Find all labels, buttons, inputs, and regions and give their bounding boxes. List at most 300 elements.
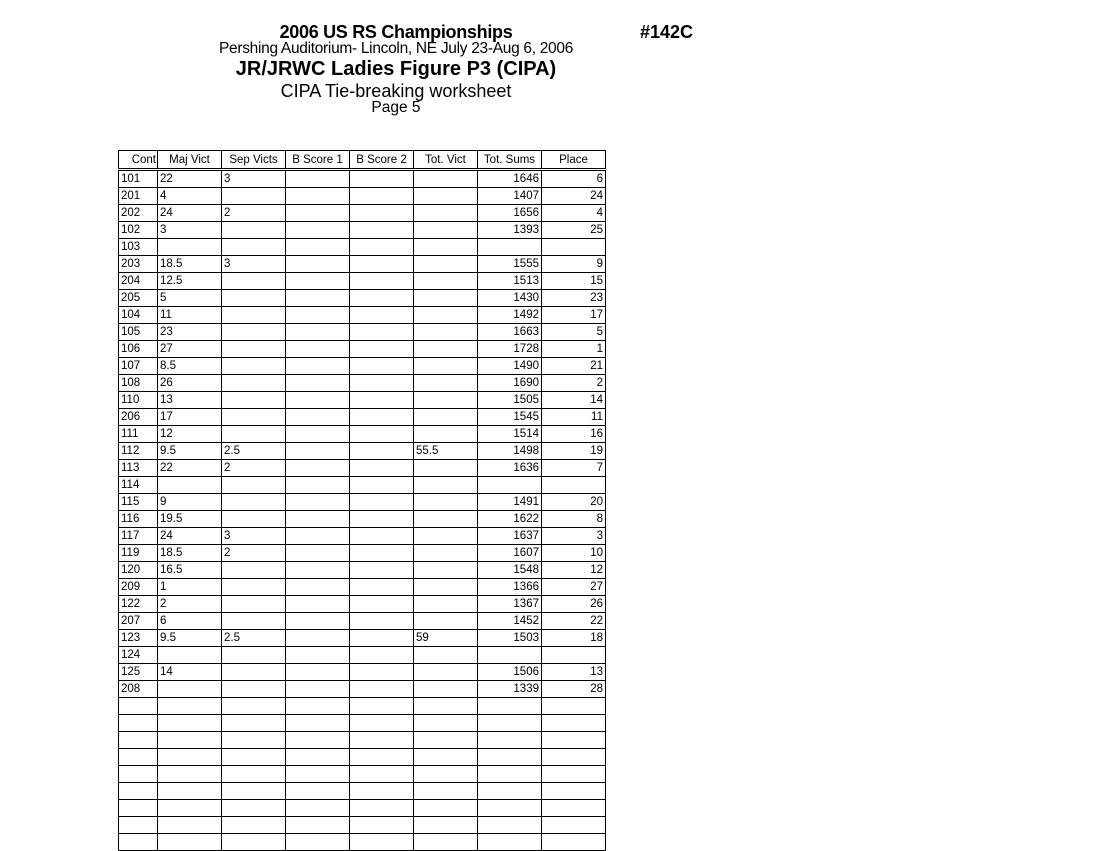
cell-tot-sums: 1505 bbox=[478, 392, 542, 409]
cell-b-score-1 bbox=[286, 307, 350, 324]
cell-b-score-2 bbox=[350, 273, 414, 290]
cell-tot-sums: 1430 bbox=[478, 290, 542, 307]
cell-sep-victs bbox=[222, 579, 286, 596]
page-number: Page 5 bbox=[371, 99, 421, 116]
cell-tot-sums bbox=[478, 477, 542, 494]
empty-row bbox=[119, 766, 606, 783]
table-row bbox=[119, 477, 606, 494]
empty-cell bbox=[119, 783, 158, 800]
empty-cell bbox=[350, 715, 414, 732]
cell-tot-sums: 1622 bbox=[478, 511, 542, 528]
empty-row bbox=[119, 749, 606, 766]
empty-cell bbox=[222, 698, 286, 715]
cell-maj-vict: 16.5 bbox=[158, 562, 222, 579]
cell-sep-victs bbox=[222, 324, 286, 341]
cell-cont: 103 bbox=[119, 239, 158, 256]
cell-b-score-2 bbox=[350, 613, 414, 630]
cell-tot-sums: 1548 bbox=[478, 562, 542, 579]
cell-place: 12 bbox=[542, 562, 606, 579]
table-row bbox=[119, 341, 606, 358]
empty-cell bbox=[542, 800, 606, 817]
cell-maj-vict: 11 bbox=[158, 307, 222, 324]
cell-b-score-1 bbox=[286, 392, 350, 409]
cell-maj-vict: 2 bbox=[158, 596, 222, 613]
empty-cell bbox=[222, 766, 286, 783]
col-header-maj-vict: Maj Vict bbox=[158, 151, 222, 170]
empty-row bbox=[119, 783, 606, 800]
cell-b-score-1 bbox=[286, 528, 350, 545]
cell-tot-vict bbox=[414, 494, 478, 511]
empty-cell bbox=[350, 732, 414, 749]
col-header-tot-sums: Tot. Sums bbox=[478, 151, 542, 170]
cell-cont: 122 bbox=[119, 596, 158, 613]
cell-sep-victs bbox=[222, 358, 286, 375]
cell-sep-victs bbox=[222, 409, 286, 426]
cell-maj-vict: 6 bbox=[158, 613, 222, 630]
col-header-b-score-1: B Score 1 bbox=[286, 151, 350, 170]
empty-cell bbox=[478, 783, 542, 800]
cell-cont: 105 bbox=[119, 324, 158, 341]
cell-cont: 120 bbox=[119, 562, 158, 579]
cell-b-score-2 bbox=[350, 443, 414, 460]
cell-cont: 115 bbox=[119, 494, 158, 511]
empty-cell bbox=[222, 715, 286, 732]
cell-tot-sums: 1663 bbox=[478, 324, 542, 341]
cell-sep-victs: 3 bbox=[222, 256, 286, 273]
empty-cell bbox=[222, 732, 286, 749]
cell-tot-sums: 1503 bbox=[478, 630, 542, 647]
worksheet-name: CIPA Tie-breaking worksheet bbox=[280, 81, 512, 101]
cell-b-score-2 bbox=[350, 392, 414, 409]
cell-tot-vict bbox=[414, 409, 478, 426]
cell-place: 19 bbox=[542, 443, 606, 460]
cell-tot-sums bbox=[478, 647, 542, 664]
cell-cont: 123 bbox=[119, 630, 158, 647]
cell-b-score-2 bbox=[350, 170, 414, 188]
cell-place: 4 bbox=[542, 205, 606, 222]
table-row bbox=[119, 290, 606, 307]
cell-tot-sums: 1490 bbox=[478, 358, 542, 375]
cell-maj-vict: 9 bbox=[158, 494, 222, 511]
cell-b-score-2 bbox=[350, 375, 414, 392]
cell-tot-sums: 1367 bbox=[478, 596, 542, 613]
cell-sep-victs bbox=[222, 290, 286, 307]
cell-maj-vict: 18.5 bbox=[158, 256, 222, 273]
cell-place: 8 bbox=[542, 511, 606, 528]
cell-maj-vict: 24 bbox=[158, 205, 222, 222]
cell-maj-vict: 23 bbox=[158, 324, 222, 341]
cell-tot-vict bbox=[414, 256, 478, 273]
cell-sep-victs bbox=[222, 511, 286, 528]
cell-place bbox=[542, 239, 606, 256]
cell-cont: 106 bbox=[119, 341, 158, 358]
cell-tot-vict bbox=[414, 426, 478, 443]
cell-maj-vict: 22 bbox=[158, 460, 222, 477]
table-row bbox=[119, 664, 606, 681]
empty-cell bbox=[286, 834, 350, 851]
cell-place: 23 bbox=[542, 290, 606, 307]
table-row bbox=[119, 647, 606, 664]
cell-b-score-1 bbox=[286, 460, 350, 477]
cell-tot-vict bbox=[414, 324, 478, 341]
empty-cell bbox=[478, 698, 542, 715]
event-number: #142C bbox=[640, 22, 694, 42]
cell-b-score-1 bbox=[286, 205, 350, 222]
cell-sep-victs bbox=[222, 341, 286, 358]
cell-tot-vict bbox=[414, 528, 478, 545]
cell-cont: 101 bbox=[119, 170, 158, 188]
table-row bbox=[119, 409, 606, 426]
cell-tot-vict bbox=[414, 290, 478, 307]
cell-place: 1 bbox=[542, 341, 606, 358]
cell-tot-sums: 1646 bbox=[478, 170, 542, 188]
cell-b-score-2 bbox=[350, 290, 414, 307]
empty-cell bbox=[542, 766, 606, 783]
cell-maj-vict: 3 bbox=[158, 222, 222, 239]
col-header-b-score-2: B Score 2 bbox=[350, 151, 414, 170]
cell-place: 2 bbox=[542, 375, 606, 392]
cell-b-score-1 bbox=[286, 256, 350, 273]
cell-place: 20 bbox=[542, 494, 606, 511]
cell-sep-victs bbox=[222, 664, 286, 681]
table-row bbox=[119, 494, 606, 511]
cell-cont: 202 bbox=[119, 205, 158, 222]
table-row bbox=[119, 392, 606, 409]
cell-place: 3 bbox=[542, 528, 606, 545]
empty-cell bbox=[222, 800, 286, 817]
cell-tot-sums: 1690 bbox=[478, 375, 542, 392]
cell-cont: 201 bbox=[119, 188, 158, 205]
empty-cell bbox=[478, 749, 542, 766]
empty-cell bbox=[542, 834, 606, 851]
cell-sep-victs bbox=[222, 222, 286, 239]
cell-place: 16 bbox=[542, 426, 606, 443]
empty-cell bbox=[478, 834, 542, 851]
cell-b-score-1 bbox=[286, 341, 350, 358]
cell-sep-victs bbox=[222, 596, 286, 613]
cell-maj-vict bbox=[158, 477, 222, 494]
cell-maj-vict: 4 bbox=[158, 188, 222, 205]
cell-tot-vict bbox=[414, 222, 478, 239]
cell-cont: 125 bbox=[119, 664, 158, 681]
cell-b-score-2 bbox=[350, 205, 414, 222]
empty-cell bbox=[222, 834, 286, 851]
empty-cell bbox=[542, 783, 606, 800]
empty-cell bbox=[286, 800, 350, 817]
empty-cell bbox=[158, 766, 222, 783]
cell-maj-vict bbox=[158, 647, 222, 664]
empty-cell bbox=[542, 817, 606, 834]
cell-b-score-1 bbox=[286, 358, 350, 375]
empty-cell bbox=[542, 715, 606, 732]
cell-sep-victs bbox=[222, 477, 286, 494]
cell-b-score-1 bbox=[286, 664, 350, 681]
cell-cont: 116 bbox=[119, 511, 158, 528]
empty-cell bbox=[414, 817, 478, 834]
cell-b-score-2 bbox=[350, 409, 414, 426]
cell-maj-vict: 19.5 bbox=[158, 511, 222, 528]
empty-cell bbox=[119, 715, 158, 732]
cell-tot-sums: 1656 bbox=[478, 205, 542, 222]
table-row bbox=[119, 426, 606, 443]
cell-b-score-1 bbox=[286, 170, 350, 188]
cell-cont: 112 bbox=[119, 443, 158, 460]
cell-b-score-2 bbox=[350, 324, 414, 341]
cell-sep-victs bbox=[222, 307, 286, 324]
cell-tot-sums: 1555 bbox=[478, 256, 542, 273]
cell-cont: 207 bbox=[119, 613, 158, 630]
cell-tot-sums bbox=[478, 239, 542, 256]
cell-place: 22 bbox=[542, 613, 606, 630]
table-row bbox=[119, 358, 606, 375]
empty-cell bbox=[542, 749, 606, 766]
cell-place bbox=[542, 477, 606, 494]
cell-place: 13 bbox=[542, 664, 606, 681]
cell-place: 24 bbox=[542, 188, 606, 205]
cell-place: 28 bbox=[542, 681, 606, 698]
table-row bbox=[119, 579, 606, 596]
cell-cont: 203 bbox=[119, 256, 158, 273]
empty-cell bbox=[414, 766, 478, 783]
empty-cell bbox=[119, 800, 158, 817]
cell-b-score-2 bbox=[350, 494, 414, 511]
cell-tot-vict bbox=[414, 375, 478, 392]
cell-b-score-1 bbox=[286, 579, 350, 596]
cell-cont: 205 bbox=[119, 290, 158, 307]
cell-tot-sums: 1393 bbox=[478, 222, 542, 239]
empty-cell bbox=[119, 834, 158, 851]
cell-sep-victs: 2 bbox=[222, 545, 286, 562]
cell-tot-vict: 55.5 bbox=[414, 443, 478, 460]
empty-row bbox=[119, 817, 606, 834]
empty-row bbox=[119, 834, 606, 851]
cell-place: 17 bbox=[542, 307, 606, 324]
venue-dates: Pershing Auditorium- Lincoln, NE July 23-Aug 6, 2006 bbox=[218, 40, 574, 57]
cell-cont: 206 bbox=[119, 409, 158, 426]
empty-cell bbox=[286, 783, 350, 800]
cell-place: 6 bbox=[542, 170, 606, 188]
empty-cell bbox=[350, 766, 414, 783]
cell-sep-victs bbox=[222, 426, 286, 443]
cell-maj-vict bbox=[158, 239, 222, 256]
cell-b-score-2 bbox=[350, 630, 414, 647]
cell-b-score-2 bbox=[350, 222, 414, 239]
cell-tot-sums: 1607 bbox=[478, 545, 542, 562]
cell-place: 25 bbox=[542, 222, 606, 239]
cell-maj-vict: 9.5 bbox=[158, 443, 222, 460]
empty-cell bbox=[119, 749, 158, 766]
cell-tot-vict bbox=[414, 205, 478, 222]
cell-b-score-2 bbox=[350, 307, 414, 324]
table-row bbox=[119, 256, 606, 273]
cell-maj-vict: 12.5 bbox=[158, 273, 222, 290]
cell-b-score-1 bbox=[286, 324, 350, 341]
cell-b-score-2 bbox=[350, 477, 414, 494]
cell-place: 11 bbox=[542, 409, 606, 426]
empty-cell bbox=[478, 766, 542, 783]
cell-maj-vict: 12 bbox=[158, 426, 222, 443]
cell-b-score-1 bbox=[286, 477, 350, 494]
cell-b-score-2 bbox=[350, 596, 414, 613]
tie-breaking-table bbox=[118, 150, 606, 851]
cell-b-score-2 bbox=[350, 647, 414, 664]
cell-place: 21 bbox=[542, 358, 606, 375]
empty-cell bbox=[158, 800, 222, 817]
cell-b-score-1 bbox=[286, 494, 350, 511]
cell-b-score-1 bbox=[286, 290, 350, 307]
cell-maj-vict: 8.5 bbox=[158, 358, 222, 375]
empty-cell bbox=[414, 800, 478, 817]
cell-cont: 204 bbox=[119, 273, 158, 290]
empty-cell bbox=[414, 783, 478, 800]
cell-maj-vict: 5 bbox=[158, 290, 222, 307]
cell-cont: 111 bbox=[119, 426, 158, 443]
cell-cont: 102 bbox=[119, 222, 158, 239]
header-row bbox=[119, 151, 606, 170]
cell-b-score-2 bbox=[350, 562, 414, 579]
cell-maj-vict: 14 bbox=[158, 664, 222, 681]
cell-tot-vict bbox=[414, 392, 478, 409]
cell-b-score-2 bbox=[350, 188, 414, 205]
table-row bbox=[119, 562, 606, 579]
cell-tot-sums: 1514 bbox=[478, 426, 542, 443]
cell-tot-vict bbox=[414, 545, 478, 562]
cell-sep-victs bbox=[222, 562, 286, 579]
empty-row bbox=[119, 698, 606, 715]
cell-tot-sums: 1513 bbox=[478, 273, 542, 290]
empty-cell bbox=[119, 766, 158, 783]
cell-tot-vict bbox=[414, 477, 478, 494]
cell-place: 10 bbox=[542, 545, 606, 562]
cell-tot-sums: 1498 bbox=[478, 443, 542, 460]
cell-b-score-2 bbox=[350, 426, 414, 443]
empty-cell bbox=[222, 749, 286, 766]
table-row bbox=[119, 222, 606, 239]
cell-place: 14 bbox=[542, 392, 606, 409]
cell-b-score-2 bbox=[350, 681, 414, 698]
cell-tot-vict bbox=[414, 170, 478, 188]
cell-maj-vict: 13 bbox=[158, 392, 222, 409]
cell-tot-vict bbox=[414, 681, 478, 698]
cell-tot-sums: 1545 bbox=[478, 409, 542, 426]
table-row bbox=[119, 188, 606, 205]
cell-tot-vict bbox=[414, 562, 478, 579]
cell-cont: 124 bbox=[119, 647, 158, 664]
empty-cell bbox=[414, 732, 478, 749]
cell-sep-victs bbox=[222, 681, 286, 698]
empty-cell bbox=[350, 800, 414, 817]
empty-cell bbox=[542, 698, 606, 715]
empty-cell bbox=[350, 783, 414, 800]
cell-place: 18 bbox=[542, 630, 606, 647]
empty-cell bbox=[542, 732, 606, 749]
empty-row bbox=[119, 800, 606, 817]
empty-cell bbox=[478, 800, 542, 817]
cell-tot-vict bbox=[414, 613, 478, 630]
cell-b-score-1 bbox=[286, 375, 350, 392]
cell-maj-vict: 1 bbox=[158, 579, 222, 596]
table-row bbox=[119, 443, 606, 460]
empty-row bbox=[119, 732, 606, 749]
table-row bbox=[119, 375, 606, 392]
cell-b-score-1 bbox=[286, 188, 350, 205]
cell-b-score-2 bbox=[350, 545, 414, 562]
cell-tot-vict bbox=[414, 664, 478, 681]
cell-sep-victs bbox=[222, 392, 286, 409]
cell-tot-sums: 1506 bbox=[478, 664, 542, 681]
cell-sep-victs bbox=[222, 239, 286, 256]
cell-b-score-1 bbox=[286, 273, 350, 290]
table-row bbox=[119, 239, 606, 256]
cell-tot-sums: 1637 bbox=[478, 528, 542, 545]
cell-b-score-1 bbox=[286, 681, 350, 698]
col-header-cont: Cont bbox=[119, 151, 158, 170]
cell-tot-vict bbox=[414, 341, 478, 358]
cell-cont: 114 bbox=[119, 477, 158, 494]
cell-b-score-2 bbox=[350, 664, 414, 681]
col-header-place: Place bbox=[542, 151, 606, 170]
cell-tot-sums: 1407 bbox=[478, 188, 542, 205]
cell-tot-sums: 1491 bbox=[478, 494, 542, 511]
cell-sep-victs bbox=[222, 647, 286, 664]
cell-tot-vict bbox=[414, 239, 478, 256]
cell-place: 9 bbox=[542, 256, 606, 273]
empty-cell bbox=[158, 732, 222, 749]
empty-cell bbox=[478, 732, 542, 749]
cell-place: 27 bbox=[542, 579, 606, 596]
cell-tot-vict bbox=[414, 358, 478, 375]
cell-place: 15 bbox=[542, 273, 606, 290]
cell-cont: 110 bbox=[119, 392, 158, 409]
cell-maj-vict: 26 bbox=[158, 375, 222, 392]
cell-cont: 113 bbox=[119, 460, 158, 477]
cell-b-score-2 bbox=[350, 528, 414, 545]
cell-cont: 208 bbox=[119, 681, 158, 698]
cell-cont: 107 bbox=[119, 358, 158, 375]
cell-b-score-2 bbox=[350, 460, 414, 477]
empty-cell bbox=[158, 698, 222, 715]
col-header-tot-vict: Tot. Vict bbox=[414, 151, 478, 170]
cell-tot-vict bbox=[414, 511, 478, 528]
cell-b-score-1 bbox=[286, 545, 350, 562]
table-row bbox=[119, 681, 606, 698]
cell-tot-sums: 1366 bbox=[478, 579, 542, 596]
cell-sep-victs bbox=[222, 375, 286, 392]
cell-place: 5 bbox=[542, 324, 606, 341]
cell-b-score-2 bbox=[350, 358, 414, 375]
empty-cell bbox=[158, 749, 222, 766]
cell-maj-vict bbox=[158, 681, 222, 698]
empty-cell bbox=[158, 783, 222, 800]
cell-sep-victs: 3 bbox=[222, 170, 286, 188]
cell-b-score-1 bbox=[286, 426, 350, 443]
cell-sep-victs bbox=[222, 494, 286, 511]
table-row bbox=[119, 307, 606, 324]
cell-tot-sums: 1339 bbox=[478, 681, 542, 698]
empty-cell bbox=[350, 834, 414, 851]
cell-maj-vict: 24 bbox=[158, 528, 222, 545]
cell-tot-vict: 59 bbox=[414, 630, 478, 647]
table-row bbox=[119, 613, 606, 630]
cell-tot-sums: 1636 bbox=[478, 460, 542, 477]
cell-tot-vict bbox=[414, 307, 478, 324]
cell-cont: 104 bbox=[119, 307, 158, 324]
cell-b-score-1 bbox=[286, 409, 350, 426]
cell-sep-victs bbox=[222, 273, 286, 290]
cell-sep-victs: 3 bbox=[222, 528, 286, 545]
cell-place bbox=[542, 647, 606, 664]
cell-maj-vict: 9.5 bbox=[158, 630, 222, 647]
